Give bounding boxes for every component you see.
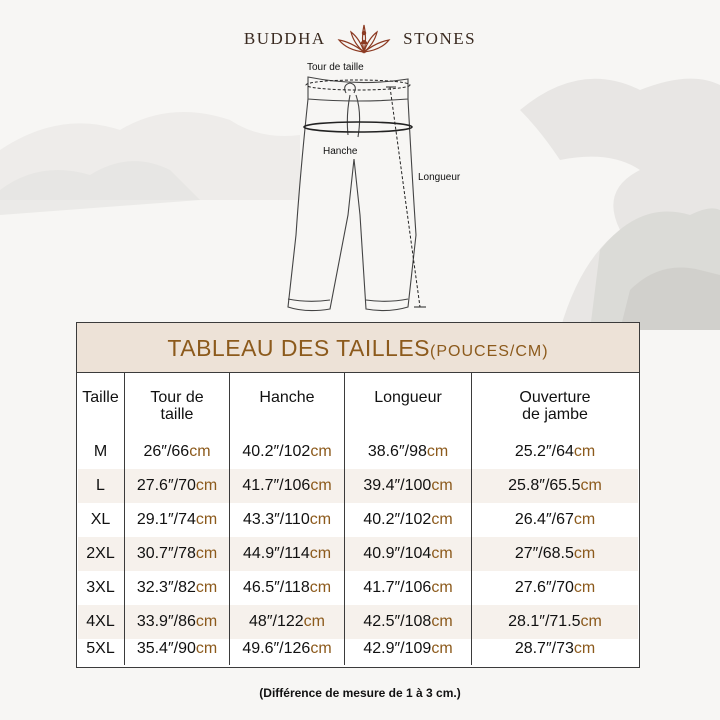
cell-hip: [230, 632, 344, 666]
length-label: Longueur: [418, 172, 461, 183]
cell-hip: [230, 503, 344, 537]
cell-length-value: 41.7″/106: [363, 579, 432, 596]
cell-leg-value: 27.6″/70: [514, 579, 574, 596]
brand-header: [0, 22, 720, 56]
cell-hip-value: 43.3″/110: [242, 511, 310, 528]
cell-unit: cm: [310, 443, 332, 460]
header-leg-line1: Ouverture: [519, 389, 591, 406]
hip-label: Hanche: [323, 146, 358, 157]
cell-waist: [125, 632, 229, 666]
cell-unit: cm: [431, 579, 453, 596]
cell-length: [345, 503, 471, 537]
cell-waist: [125, 469, 229, 503]
cell-leg-value: 25.8″/65.5: [508, 477, 581, 494]
cell-hip-value: 48″/122: [249, 613, 304, 630]
cell-leg: [472, 469, 638, 503]
cell-unit: cm: [195, 477, 218, 494]
cell-leg: [472, 503, 638, 537]
waist-label: Tour de taille: [307, 62, 364, 73]
cell-hip-value: 49.6″/126: [242, 640, 311, 657]
cell-unit: cm: [195, 545, 218, 562]
cell-leg-value: 25.2″/64: [514, 443, 574, 460]
cell-waist: [125, 571, 229, 605]
cell-unit: cm: [309, 511, 332, 528]
cell-hip: [230, 537, 344, 571]
cell-leg-value: 28.1″/71.5: [508, 613, 581, 630]
cell-unit: cm: [189, 443, 211, 460]
cell-waist-value: 29.1″/74: [136, 511, 196, 528]
cell-leg: [472, 435, 638, 469]
size-chart-unit: (POUCES/CM): [430, 343, 549, 360]
size-chart-title: [77, 335, 639, 362]
cell-size: 2XL: [86, 545, 115, 562]
cell-length-value: 42.5″/108: [363, 613, 432, 630]
measurement-footnote: (Différence de mesure de 1 à 3 cm.): [259, 686, 461, 700]
cell-waist: [125, 503, 229, 537]
cell-waist-value: 30.7″/78: [136, 545, 196, 562]
cell-size: L: [96, 477, 105, 494]
cell-leg-value: 26.4″/67: [514, 511, 574, 528]
cell-waist-value: 32.3″/82: [136, 579, 196, 596]
cell-waist-value: 33.9″/86: [136, 613, 196, 630]
cell-unit: cm: [573, 640, 596, 657]
header-waist-line1: Tour de: [150, 389, 204, 406]
cell-size: M: [93, 443, 108, 460]
header-hip: Hanche: [259, 389, 315, 406]
cell-waist: [125, 537, 229, 571]
header-length: Longueur: [374, 389, 442, 406]
cell-hip-value: 40.2″/102: [242, 443, 311, 460]
cell-leg-value: 27″/68.5: [514, 545, 574, 562]
cell-leg: [472, 571, 638, 605]
cell-unit: cm: [580, 613, 602, 630]
cell-unit: cm: [580, 477, 602, 494]
cell-waist-value: 26″/66: [143, 443, 190, 460]
cell-length-value: 38.6″/98: [367, 443, 427, 460]
cell-length: [345, 537, 471, 571]
cell-length-value: 40.9″/104: [363, 545, 432, 562]
lotus-meditation-icon: [335, 22, 393, 56]
cell-unit: cm: [573, 511, 596, 528]
cell-unit: cm: [309, 579, 332, 596]
cell-length: [345, 571, 471, 605]
cell-waist-value: 35.4″/90: [136, 640, 196, 657]
header-leg-line2: de jambe: [522, 406, 588, 423]
cell-unit: cm: [431, 545, 453, 562]
cell-length-value: 42.9″/109: [363, 640, 432, 657]
cell-unit: cm: [573, 579, 596, 596]
cell-hip-value: 44.9″/114: [242, 545, 310, 562]
cell-unit: cm: [426, 443, 449, 460]
cell-leg-value: 28.7″/73: [514, 640, 574, 657]
cell-size: 3XL: [86, 579, 115, 596]
cell-length-value: 40.2″/102: [363, 511, 432, 528]
cell-unit: cm: [573, 545, 596, 562]
cell-length: [345, 469, 471, 503]
brand-name-right: STONES: [403, 29, 477, 48]
header-size: Taille: [82, 389, 119, 406]
cell-hip: [230, 571, 344, 605]
cell-unit: cm: [431, 640, 453, 657]
cell-hip: [230, 435, 344, 469]
cell-waist-value: 27.6″/70: [136, 477, 196, 494]
cell-waist: [125, 435, 229, 469]
cell-leg: [472, 632, 638, 666]
pants-diagram: [250, 55, 490, 320]
cell-length-value: 39.4″/100: [363, 477, 432, 494]
size-chart-header: [77, 323, 639, 373]
cell-length: [345, 632, 471, 666]
cell-hip-value: 46.5″/118: [242, 579, 310, 596]
cell-unit: cm: [431, 613, 453, 630]
cell-hip-value: 41.7″/106: [242, 477, 311, 494]
cell-size: XL: [90, 511, 111, 528]
cell-size: 5XL: [86, 640, 115, 657]
cell-leg: [472, 537, 638, 571]
cell-unit: cm: [309, 545, 332, 562]
cell-unit: cm: [195, 511, 218, 528]
size-chart-title-text: TABLEAU DES TAILLES: [167, 335, 431, 361]
cell-length: [345, 435, 471, 469]
cell-unit: cm: [195, 640, 218, 657]
cell-unit: cm: [573, 443, 596, 460]
cell-unit: cm: [310, 477, 332, 494]
brand-name-left: BUDDHA: [243, 29, 326, 48]
cell-unit: cm: [431, 511, 453, 528]
cell-unit: cm: [431, 477, 453, 494]
size-chart-table: [76, 322, 640, 668]
cell-unit: cm: [195, 613, 218, 630]
cell-unit: cm: [195, 579, 218, 596]
cell-unit: cm: [310, 640, 332, 657]
cell-hip: [230, 469, 344, 503]
cell-size: 4XL: [86, 613, 115, 630]
cell-unit: cm: [303, 613, 325, 630]
header-waist-line2: taille: [160, 406, 194, 423]
